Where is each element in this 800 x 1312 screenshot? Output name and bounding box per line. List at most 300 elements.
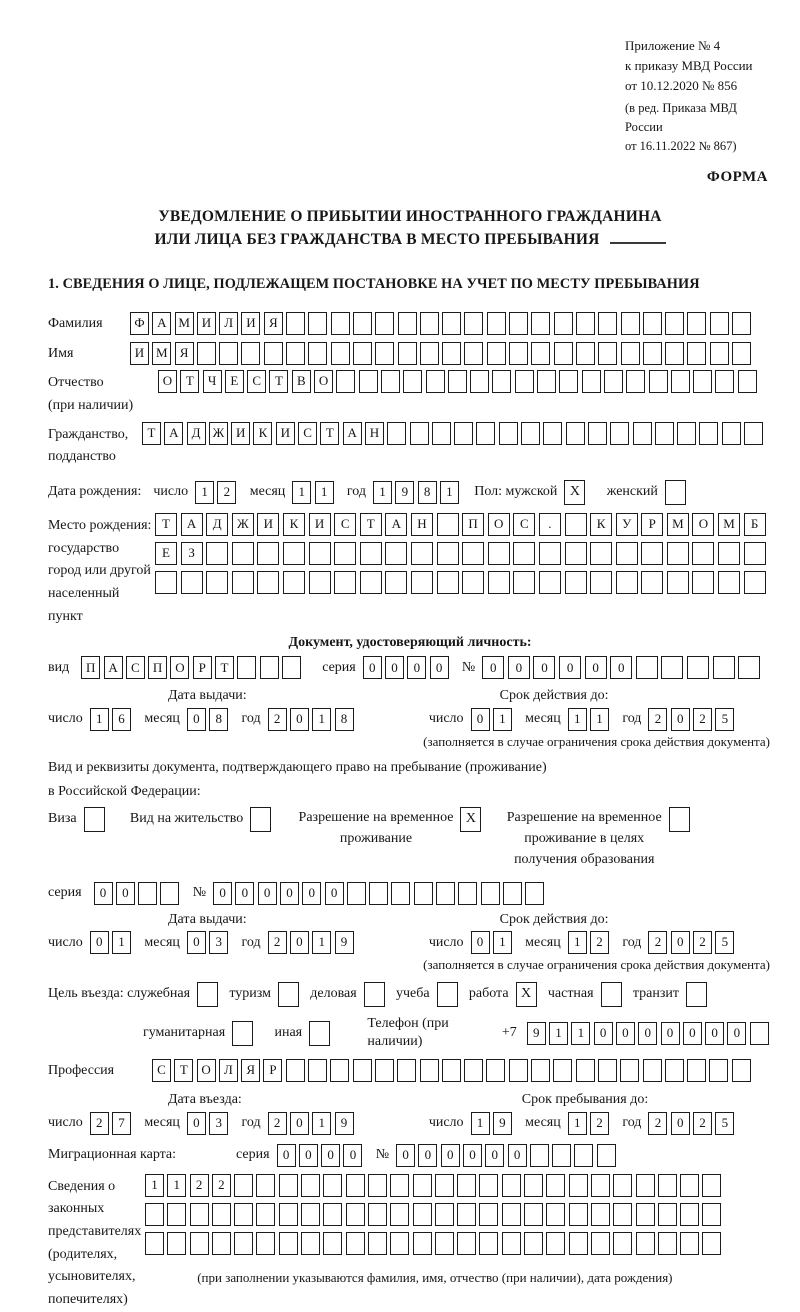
doc-issue-year-field-cell[interactable]: 8 [335,708,354,731]
representatives-row2-field-cell[interactable] [636,1203,655,1226]
migration-series-field-cell[interactable]: 0 [343,1144,362,1167]
purpose-study-checkbox-cell[interactable] [437,982,458,1007]
birth-place-row2-field-cell[interactable] [385,542,407,565]
birth-place-row1-field-cell[interactable]: Т [360,513,382,536]
purpose-tourism-checkbox-cell[interactable] [278,982,299,1007]
representatives-row1-field-cell[interactable] [680,1174,699,1197]
representatives-row1-field-cell[interactable] [279,1174,298,1197]
permit-series-field-cell[interactable]: 0 [116,882,135,905]
representatives-row3-field[interactable] [145,1232,725,1255]
name-field-cell[interactable] [531,342,550,365]
purpose-study-checkbox[interactable] [437,982,461,1007]
migration-number-field-cell[interactable]: 0 [508,1144,527,1167]
doc-number-field-cell[interactable] [661,656,683,679]
surname-field-cell[interactable] [687,312,706,335]
doc-valid-day-field-cell[interactable]: 0 [471,708,490,731]
representatives-row1-field-cell[interactable] [413,1174,432,1197]
birth-place-row3-field-cell[interactable] [616,571,638,594]
stay-day-field[interactable] [471,1112,516,1135]
representatives-row2-field-cell[interactable] [457,1203,476,1226]
doc-series-field[interactable] [363,656,452,679]
permit-number-field-cell[interactable] [369,882,388,905]
citizenship-field-cell[interactable] [499,422,518,445]
doc-valid-month-field[interactable] [568,708,613,731]
migration-series-field-cell[interactable]: 0 [277,1144,296,1167]
birth-day-field-cell[interactable]: 2 [217,481,236,504]
name-field-cell[interactable] [219,342,238,365]
residence-permit-checkbox[interactable] [250,807,274,832]
surname-field-cell[interactable] [732,312,751,335]
entry-year-field-cell[interactable]: 2 [268,1112,287,1135]
permit-series-field-cell[interactable]: 0 [94,882,113,905]
surname-field-cell[interactable] [576,312,595,335]
surname-field-cell[interactable]: М [175,312,194,335]
birth-year-field-cell[interactable]: 1 [373,481,392,504]
citizenship-field-cell[interactable] [476,422,495,445]
patronymic-field-cell[interactable] [336,370,355,393]
profession-field-cell[interactable] [576,1059,595,1082]
permit-issue-year-field-cell[interactable]: 2 [268,931,287,954]
permit-valid-year-field-cell[interactable]: 5 [715,931,734,954]
entry-day-field[interactable] [90,1112,135,1135]
permit-number-field-cell[interactable] [458,882,477,905]
citizenship-field-cell[interactable] [588,422,607,445]
permit-number-field-cell[interactable] [525,882,544,905]
permit-valid-month-field-cell[interactable]: 1 [568,931,587,954]
name-field-cell[interactable] [241,342,260,365]
birth-place-row2-field[interactable] [155,542,769,565]
birth-place-row3-field-cell[interactable] [488,571,510,594]
birth-place-row2-field-cell[interactable] [565,542,587,565]
surname-field-cell[interactable] [420,312,439,335]
patronymic-field-cell[interactable] [693,370,712,393]
name-field-cell[interactable] [398,342,417,365]
purpose-other-checkbox[interactable] [309,1021,333,1046]
representatives-row1-field-cell[interactable] [323,1174,342,1197]
phone-field-cell[interactable]: 0 [727,1022,746,1045]
entry-month-field-cell[interactable]: 3 [209,1112,228,1135]
citizenship-field-cell[interactable] [543,422,562,445]
birth-place-row3-field-cell[interactable] [385,571,407,594]
birth-place-row1-field-cell[interactable]: Р [641,513,663,536]
profession-field-cell[interactable] [732,1059,751,1082]
entry-year-field-cell[interactable]: 9 [335,1112,354,1135]
birth-place-row3-field-cell[interactable] [641,571,663,594]
surname-field-cell[interactable] [531,312,550,335]
citizenship-field-cell[interactable] [521,422,540,445]
birth-place-row2-field-cell[interactable] [513,542,535,565]
temp-residence-checkbox[interactable] [460,807,484,832]
name-field-cell[interactable] [197,342,216,365]
doc-valid-year-field-cell[interactable]: 5 [715,708,734,731]
representatives-row1-field-cell[interactable] [368,1174,387,1197]
representatives-row2-field-cell[interactable] [212,1203,231,1226]
representatives-row1-field-cell[interactable] [435,1174,454,1197]
doc-valid-month-field-cell[interactable]: 1 [568,708,587,731]
phone-field-cell[interactable]: 0 [661,1022,680,1045]
birth-place-row1-field-cell[interactable]: К [590,513,612,536]
birth-place-row3-field-cell[interactable] [692,571,714,594]
migration-number-field-cell[interactable]: 0 [396,1144,415,1167]
patronymic-field-cell[interactable] [492,370,511,393]
temp-residence-edu-checkbox[interactable] [669,807,693,832]
birth-place-row1-field-cell[interactable]: С [513,513,535,536]
patronymic-field-cell[interactable]: Т [269,370,288,393]
patronymic-field-cell[interactable] [381,370,400,393]
entry-year-field-cell[interactable]: 1 [312,1112,331,1135]
birth-place-row1-field-cell[interactable] [565,513,587,536]
doc-valid-year-field[interactable] [648,708,737,731]
representatives-row2-field-cell[interactable] [591,1203,610,1226]
doc-type-field-cell[interactable]: О [170,656,189,679]
surname-field-cell[interactable] [398,312,417,335]
representatives-row1-field-cell[interactable]: 1 [167,1174,186,1197]
name-field-cell[interactable] [464,342,483,365]
patronymic-field-cell[interactable] [626,370,645,393]
purpose-humanitarian-checkbox-cell[interactable] [232,1021,253,1046]
representatives-row3-field-cell[interactable] [346,1232,365,1255]
representatives-row1-field-cell[interactable] [702,1174,721,1197]
profession-field-cell[interactable]: С [152,1059,171,1082]
birth-place-row2-field-cell[interactable] [488,542,510,565]
citizenship-field-cell[interactable] [677,422,696,445]
patronymic-field-cell[interactable]: В [292,370,311,393]
sex-female-checkbox-cell[interactable] [665,480,686,505]
permit-number-field-cell[interactable]: 0 [302,882,321,905]
permit-series-field[interactable] [94,882,183,905]
stay-year-field[interactable] [648,1112,737,1135]
permit-series-field-cell[interactable] [138,882,157,905]
citizenship-field-cell[interactable]: И [276,422,295,445]
patronymic-field-cell[interactable]: Е [225,370,244,393]
purpose-tourism-checkbox[interactable] [278,982,302,1007]
surname-field-cell[interactable]: И [241,312,260,335]
citizenship-field-cell[interactable]: С [298,422,317,445]
purpose-work-checkbox[interactable] [516,982,540,1007]
representatives-row3-field-cell[interactable] [479,1232,498,1255]
phone-field-cell[interactable]: 1 [571,1022,590,1045]
name-field[interactable] [130,342,754,365]
birth-year-field[interactable] [373,481,462,504]
migration-number-field-cell[interactable] [530,1144,549,1167]
birth-place-row3-field[interactable] [155,571,769,594]
surname-field-cell[interactable] [286,312,305,335]
migration-number-field-cell[interactable]: 0 [463,1144,482,1167]
representatives-row1-field-cell[interactable] [569,1174,588,1197]
name-field-cell[interactable] [554,342,573,365]
citizenship-field-cell[interactable] [655,422,674,445]
patronymic-field-cell[interactable]: Ч [203,370,222,393]
permit-valid-year-field[interactable] [648,931,737,954]
doc-number-field-cell[interactable] [713,656,735,679]
profession-field-cell[interactable] [397,1059,416,1082]
birth-place-row3-field-cell[interactable] [590,571,612,594]
doc-number-field-cell[interactable]: 0 [508,656,530,679]
migration-number-field-cell[interactable] [552,1144,571,1167]
birth-place-row1-field[interactable] [155,513,769,536]
representatives-row3-field-cell[interactable] [457,1232,476,1255]
doc-type-field-cell[interactable]: Т [215,656,234,679]
surname-field-cell[interactable] [509,312,528,335]
purpose-private-checkbox[interactable] [601,982,625,1007]
permit-issue-day-field[interactable] [90,931,135,954]
permit-number-field-cell[interactable] [481,882,500,905]
representatives-row1-field-cell[interactable] [613,1174,632,1197]
representatives-row3-field-cell[interactable] [145,1232,164,1255]
profession-field-cell[interactable] [687,1059,706,1082]
profession-field-cell[interactable] [486,1059,505,1082]
patronymic-field-cell[interactable] [649,370,668,393]
representatives-row2-field-cell[interactable] [234,1203,253,1226]
migration-series-field[interactable] [277,1144,366,1167]
birth-place-row1-field-cell[interactable]: О [692,513,714,536]
surname-field-cell[interactable] [643,312,662,335]
surname-field-cell[interactable] [598,312,617,335]
doc-number-field-cell[interactable] [687,656,709,679]
name-field-cell[interactable] [308,342,327,365]
birth-place-row2-field-cell[interactable] [667,542,689,565]
doc-issue-month-field-cell[interactable]: 0 [187,708,206,731]
profession-field-cell[interactable] [509,1059,528,1082]
birth-place-row2-field-cell[interactable] [539,542,561,565]
representatives-row2-field-cell[interactable] [702,1203,721,1226]
permit-number-field-cell[interactable]: 0 [213,882,232,905]
birth-place-row3-field-cell[interactable] [744,571,766,594]
name-field-cell[interactable] [442,342,461,365]
representatives-row3-field-cell[interactable] [167,1232,186,1255]
citizenship-field-cell[interactable] [610,422,629,445]
sex-male-checkbox-cell[interactable]: X [564,480,585,505]
representatives-row2-field-cell[interactable] [524,1203,543,1226]
migration-number-field-cell[interactable] [574,1144,593,1167]
profession-field-cell[interactable] [464,1059,483,1082]
citizenship-field-cell[interactable]: Д [187,422,206,445]
phone-field-cell[interactable]: 9 [527,1022,546,1045]
representatives-row3-field-cell[interactable] [368,1232,387,1255]
patronymic-field-cell[interactable] [738,370,757,393]
name-field-cell[interactable] [665,342,684,365]
birth-year-field-cell[interactable]: 9 [395,481,414,504]
stay-year-field-cell[interactable]: 2 [648,1112,667,1135]
profession-field-cell[interactable] [620,1059,639,1082]
migration-number-field[interactable] [396,1144,619,1167]
permit-issue-month-field-cell[interactable]: 3 [209,931,228,954]
patronymic-field[interactable] [158,370,760,393]
migration-number-field-cell[interactable]: 0 [418,1144,437,1167]
permit-number-field-cell[interactable] [436,882,455,905]
permit-valid-day-field-cell[interactable]: 0 [471,931,490,954]
doc-issue-year-field-cell[interactable]: 2 [268,708,287,731]
permit-valid-year-field-cell[interactable]: 2 [648,931,667,954]
name-field-cell[interactable] [687,342,706,365]
representatives-row1-field-cell[interactable] [234,1174,253,1197]
visa-checkbox-cell[interactable] [84,807,105,832]
birth-place-row3-field-cell[interactable] [232,571,254,594]
citizenship-field-cell[interactable]: Ж [209,422,228,445]
birth-place-row2-field-cell[interactable] [692,542,714,565]
representatives-row3-field-cell[interactable] [502,1232,521,1255]
permit-issue-month-field-cell[interactable]: 0 [187,931,206,954]
doc-type-field-cell[interactable]: П [148,656,167,679]
representatives-row3-field-cell[interactable] [190,1232,209,1255]
blank-underline[interactable] [610,230,666,244]
birth-place-row1-field-cell[interactable] [437,513,459,536]
surname-field-cell[interactable] [353,312,372,335]
birth-place-row2-field-cell[interactable] [360,542,382,565]
citizenship-field-cell[interactable] [387,422,406,445]
patronymic-field-cell[interactable] [515,370,534,393]
profession-field-cell[interactable] [643,1059,662,1082]
patronymic-field-cell[interactable] [671,370,690,393]
permit-issue-day-field-cell[interactable]: 0 [90,931,109,954]
representatives-row3-field-cell[interactable] [413,1232,432,1255]
birth-place-row3-field-cell[interactable] [437,571,459,594]
birth-place-row3-field-cell[interactable] [155,571,177,594]
birth-place-row2-field-cell[interactable] [616,542,638,565]
patronymic-field-cell[interactable] [715,370,734,393]
representatives-row2-field-cell[interactable] [680,1203,699,1226]
representatives-row2-field-cell[interactable] [346,1203,365,1226]
birth-day-field[interactable] [195,481,240,504]
name-field-cell[interactable] [264,342,283,365]
migration-series-field-cell[interactable]: 0 [299,1144,318,1167]
doc-number-field-cell[interactable]: 0 [610,656,632,679]
birth-place-row3-field-cell[interactable] [257,571,279,594]
doc-valid-month-field-cell[interactable]: 1 [590,708,609,731]
birth-place-row1-field-cell[interactable]: . [539,513,561,536]
patronymic-field-cell[interactable] [604,370,623,393]
doc-type-field-cell[interactable]: Р [193,656,212,679]
permit-valid-day-field-cell[interactable]: 1 [493,931,512,954]
stay-month-field[interactable] [568,1112,613,1135]
citizenship-field-cell[interactable]: К [253,422,272,445]
phone-field-cell[interactable]: 0 [683,1022,702,1045]
name-field-cell[interactable]: М [152,342,171,365]
representatives-row3-field-cell[interactable] [212,1232,231,1255]
birth-place-row2-field-cell[interactable] [283,542,305,565]
surname-field-cell[interactable] [554,312,573,335]
name-field-cell[interactable]: Я [175,342,194,365]
birth-month-field-cell[interactable]: 1 [292,481,311,504]
name-field-cell[interactable] [576,342,595,365]
birth-place-row1-field-cell[interactable]: О [488,513,510,536]
doc-valid-day-field-cell[interactable]: 1 [493,708,512,731]
representatives-row3-field-cell[interactable] [680,1232,699,1255]
purpose-work-checkbox-cell[interactable]: X [516,982,537,1007]
representatives-row2-field-cell[interactable] [613,1203,632,1226]
profession-field-cell[interactable] [308,1059,327,1082]
representatives-row1-field-cell[interactable] [524,1174,543,1197]
birth-month-field[interactable] [292,481,337,504]
patronymic-field-cell[interactable] [537,370,556,393]
doc-valid-day-field[interactable] [471,708,516,731]
birth-place-row1-field-cell[interactable]: А [385,513,407,536]
representatives-row2-field-cell[interactable] [301,1203,320,1226]
permit-issue-month-field[interactable] [187,931,232,954]
entry-month-field-cell[interactable]: 0 [187,1112,206,1135]
birth-place-row3-field-cell[interactable] [462,571,484,594]
surname-field-cell[interactable] [375,312,394,335]
birth-place-row1-field-cell[interactable]: А [181,513,203,536]
surname-field-cell[interactable] [308,312,327,335]
birth-place-row3-field-cell[interactable] [206,571,228,594]
doc-series-field-cell[interactable]: 0 [430,656,449,679]
doc-series-field-cell[interactable]: 0 [407,656,426,679]
name-field-cell[interactable] [375,342,394,365]
name-field-cell[interactable] [643,342,662,365]
representatives-row2-field-cell[interactable] [413,1203,432,1226]
birth-place-row2-field-cell[interactable]: З [181,542,203,565]
surname-field-cell[interactable] [442,312,461,335]
purpose-transit-checkbox-cell[interactable] [686,982,707,1007]
representatives-row2-field-cell[interactable] [190,1203,209,1226]
citizenship-field[interactable] [142,422,766,445]
representatives-row2-field-cell[interactable] [502,1203,521,1226]
permit-number-field-cell[interactable]: 0 [280,882,299,905]
name-field-cell[interactable] [487,342,506,365]
representatives-row1-field-cell[interactable] [591,1174,610,1197]
permit-number-field-cell[interactable]: 0 [258,882,277,905]
representatives-row2-field-cell[interactable] [256,1203,275,1226]
surname-field-cell[interactable]: Л [219,312,238,335]
birth-place-row1-field-cell[interactable]: Б [744,513,766,536]
patronymic-field-cell[interactable]: Т [180,370,199,393]
birth-place-row1-field-cell[interactable]: У [616,513,638,536]
representatives-row1-field[interactable] [145,1174,725,1197]
doc-issue-day-field[interactable] [90,708,135,731]
name-field-cell[interactable] [353,342,372,365]
doc-issue-day-field-cell[interactable]: 6 [112,708,131,731]
representatives-row3-field-cell[interactable] [323,1232,342,1255]
purpose-official-checkbox-cell[interactable] [197,982,218,1007]
doc-number-field-cell[interactable]: 0 [559,656,581,679]
citizenship-field-cell[interactable] [454,422,473,445]
representatives-row1-field-cell[interactable] [457,1174,476,1197]
representatives-row2-field-cell[interactable] [546,1203,565,1226]
phone-field-cell[interactable]: 1 [549,1022,568,1045]
profession-field-cell[interactable] [442,1059,461,1082]
representatives-row3-field-cell[interactable] [702,1232,721,1255]
doc-type-field-cell[interactable]: А [104,656,123,679]
phone-field-cell[interactable]: 0 [616,1022,635,1045]
doc-number-field-cell[interactable]: 0 [585,656,607,679]
representatives-row2-field[interactable] [145,1203,725,1226]
representatives-row1-field-cell[interactable] [479,1174,498,1197]
birth-place-row2-field-cell[interactable] [206,542,228,565]
name-field-cell[interactable]: И [130,342,149,365]
doc-type-field-cell[interactable] [282,656,301,679]
birth-place-row2-field-cell[interactable] [718,542,740,565]
representatives-row1-field-cell[interactable] [346,1174,365,1197]
permit-number-field-cell[interactable]: 0 [325,882,344,905]
citizenship-field-cell[interactable] [744,422,763,445]
representatives-row2-field-cell[interactable] [167,1203,186,1226]
birth-place-row1-field-cell[interactable]: П [462,513,484,536]
representatives-row3-field-cell[interactable] [569,1232,588,1255]
citizenship-field-cell[interactable]: А [343,422,362,445]
representatives-row2-field-cell[interactable] [323,1203,342,1226]
representatives-row3-field-cell[interactable] [390,1232,409,1255]
purpose-business-checkbox[interactable] [364,982,388,1007]
birth-place-row2-field-cell[interactable] [744,542,766,565]
profession-field-cell[interactable] [330,1059,349,1082]
representatives-row3-field-cell[interactable] [591,1232,610,1255]
surname-field[interactable] [130,312,754,335]
patronymic-field-cell[interactable]: О [314,370,333,393]
migration-number-field-cell[interactable] [597,1144,616,1167]
surname-field-cell[interactable]: А [152,312,171,335]
representatives-row2-field-cell[interactable] [390,1203,409,1226]
